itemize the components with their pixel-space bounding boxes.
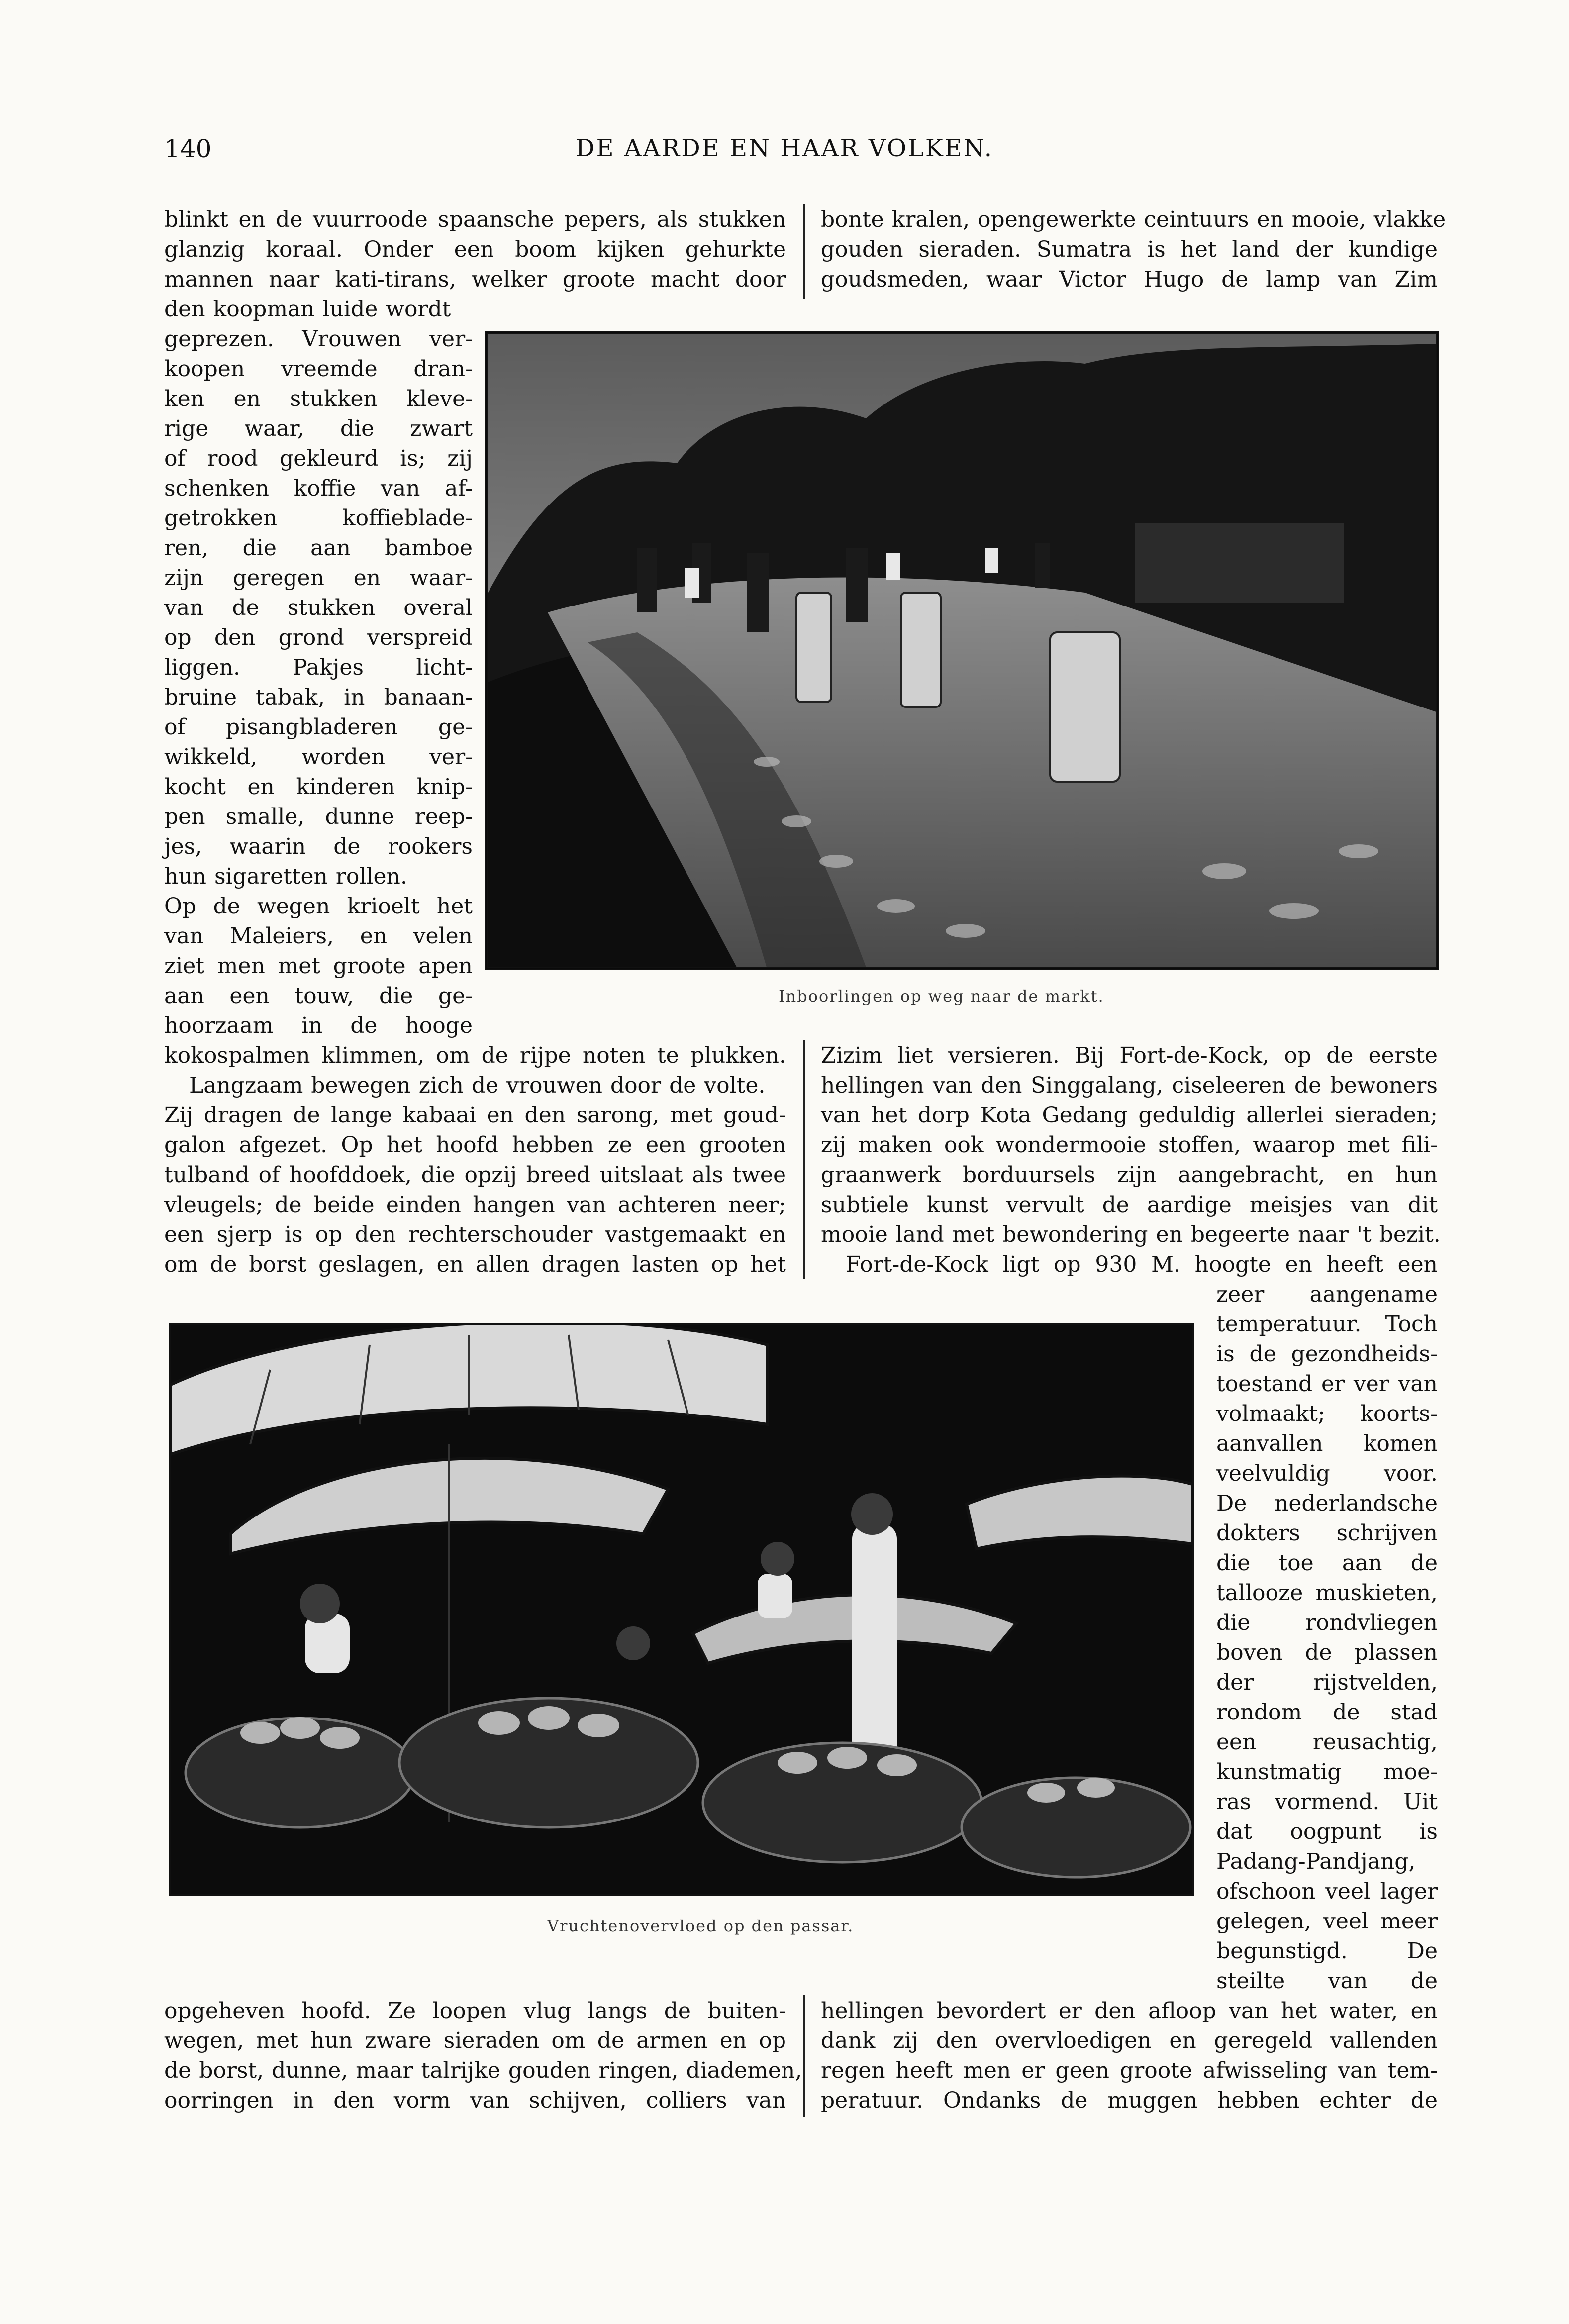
paragraph-climate-narrow (1216, 1280, 1438, 1996)
text-line: om de borst geslagen, en allen dragen lasten op het (164, 1252, 786, 1277)
text-line: goudsmeden, waar Victor Hugo de lamp van Zim (821, 267, 1438, 292)
text-line: opgeheven hoofd. Ze loopen vlug langs de buiten- (164, 1998, 786, 2023)
text-line: temperatuur. Toch (1216, 1312, 1438, 1337)
text-line: van de stukken overal (164, 595, 473, 620)
column-divider-bottom (803, 1995, 805, 2117)
text-line: aanvallen komen (1216, 1431, 1438, 1456)
text-line: bonte kralen, opengewerkte ceintuurs en mooie, vlakke (821, 207, 1446, 232)
text-line: getrokken koffiebladе- (164, 505, 473, 531)
text-line: volmaakt; koorts- (1216, 1401, 1438, 1426)
text-line: ken en stukken kleve- (164, 386, 473, 411)
figure-market-road (485, 331, 1439, 1008)
text-line: geprezen. Vrouwen ver- (164, 326, 473, 352)
text-line: liggen. Pakjes licht- (164, 655, 473, 680)
text-line: kocht en kinderen knip- (164, 774, 473, 800)
text-line: Zizim liet versieren. Bij Fort-de-Kock, op de eerste (821, 1043, 1438, 1068)
text-line: dank zij den overvloedigen en geregeld vallenden (821, 2028, 1438, 2053)
text-line: De nederlandsche (1216, 1491, 1438, 1516)
text-line: schenken koffie van af- (164, 476, 473, 501)
text-line: kunstmatig moe- (1216, 1759, 1438, 1785)
text-line: op den grond verspreid (164, 625, 473, 650)
text-line: wegen, met hun zware sieraden om de armen en op (164, 2028, 786, 2053)
text-line: zeer aangename (1216, 1282, 1438, 1307)
text-line: gouden sieraden. Sumatra is het land der kundige (821, 237, 1438, 262)
paragraph-sellers-narrow (164, 324, 473, 1041)
text-line: die toe aan de (1216, 1550, 1438, 1576)
text-line: rondom de stad (1216, 1700, 1438, 1725)
text-line: galon afgezet. Op het hoofd hebben ze een grooten (164, 1132, 786, 1158)
text-line: aan een touw, die ge- (164, 983, 473, 1009)
figure-caption-fruit-market: Vruchtenovervloed op den passar. (547, 1917, 854, 1935)
text-line: toestand er ver van (1216, 1371, 1438, 1397)
text-line: van Maleiers, en velen (164, 923, 473, 949)
text-line: of rood gekleurd is; zij (164, 446, 473, 471)
text-line: zij maken ook wondermooie stoffen, waarop met fili- (821, 1132, 1438, 1158)
text-line: zijn geregen en waar- (164, 565, 473, 591)
text-line: boven de plassen (1216, 1640, 1438, 1665)
text-line: mooie land met bewondering en begeerte naar 't bezit. (821, 1222, 1441, 1247)
text-line: hellingen van den Singgalang, ciseleeren de bewoners (821, 1073, 1438, 1098)
text-line: jes, waarin de rookers (164, 834, 473, 859)
paragraph-jewellery (821, 205, 1446, 295)
text-line: die rondvliegen (1216, 1610, 1438, 1635)
text-line: kokospalmen klimmen, om de rijpe noten te plukken. (164, 1043, 786, 1068)
text-line: Zij dragen de lange kabaai en den sarong, met goud- (164, 1103, 786, 1128)
text-line: pen smalle, dunne reep- (164, 804, 473, 829)
text-line: glanzig koraal. Onder een boom kijken gehurkte (164, 237, 786, 262)
text-line: gelegen, veel meer (1216, 1909, 1438, 1934)
paragraph-market-intro (164, 205, 786, 324)
road-scene-illustration (488, 334, 1436, 967)
text-line: tulband of hoofddoek, die opzij breed uitslaat als twee (164, 1162, 786, 1188)
text-line: peratuur. Ondanks de muggen hebben echter de (821, 2088, 1438, 2113)
text-line: subtiele kunst vervult de aardige meisjes van dit (821, 1192, 1438, 1217)
text-line: hoorzaam in de hooge (164, 1013, 473, 1038)
text-line: oorringen in den vorm van schijven, colliers van (164, 2088, 786, 2113)
text-line: Op de wegen krioelt het (164, 894, 473, 919)
text-line: veelvuldig voor. (1216, 1461, 1438, 1486)
text-line: de borst, dunne, maar talrijke gouden ringen, diademen, (164, 2058, 802, 2083)
text-line: regen heeft men er geen groote afwisseling van tem- (821, 2058, 1438, 2083)
photo-market-road (485, 331, 1439, 970)
column-divider-top (803, 204, 805, 299)
text-line: blinkt en de vuurroode spaansche pepers, als stukken (164, 207, 786, 232)
text-line: ofschoon veel lager (1216, 1879, 1438, 1904)
column-divider-middle (803, 1040, 805, 1279)
text-line: den koopman luide wordt (164, 297, 451, 322)
photo-fruit-market (169, 1323, 1194, 1896)
text-line: een sjerp is op den rechterschouder vastgemaakt en (164, 1222, 786, 1247)
text-line: wikkeld, worden ver- (164, 744, 473, 770)
paragraph-walking (164, 1996, 802, 2116)
text-line: bruine tabak, in banaan- (164, 685, 473, 710)
text-line: vleugels; de beide einden hangen van achteren neer; (164, 1192, 786, 1217)
text-line: is de gezondheids- (1216, 1341, 1438, 1367)
text-line: Padang-Pandjang, (1216, 1849, 1416, 1874)
text-line: der rijstvelden, (1216, 1670, 1438, 1695)
figure-fruit-market (169, 1323, 1206, 1985)
paragraph-fort-de-kock (821, 1041, 1441, 1280)
text-line: rige waar, die zwart (164, 416, 473, 441)
paragraph-women-dress (164, 1041, 786, 1280)
text-line: Fort-de-Kock ligt op 930 M. hoogte en heeft een (846, 1252, 1438, 1277)
text-line: mannen naar kati-tirans, welker groote macht door (164, 267, 786, 292)
text-line: dokters schrijven (1216, 1520, 1438, 1546)
figure-caption-market-road: Inboorlingen op weg naar de markt. (779, 987, 1104, 1006)
running-title: DE AARDE EN HAAR VOLKEN. (575, 134, 994, 162)
text-line: begunstigd. De (1216, 1938, 1438, 1964)
text-line: ras vormend. Uit (1216, 1789, 1438, 1815)
text-line: Langzaam bewegen zich de vrouwen door de volte. (189, 1073, 766, 1098)
market-scene-illustration (171, 1325, 1192, 1894)
text-line: graanwerk borduursels zijn aangebracht, en hun (821, 1162, 1438, 1188)
text-line: ziet men met groote apen (164, 953, 473, 979)
page-number: 140 (164, 134, 212, 163)
text-line: of pisangbladeren ge- (164, 714, 473, 740)
page-header (0, 134, 1569, 174)
text-line: een reusachtig, (1216, 1729, 1438, 1755)
text-line: koopen vreemde dran- (164, 356, 473, 382)
text-line: ren, die aan bamboe (164, 535, 473, 561)
text-line: van het dorp Kota Gedang geduldig allerlei sieraden; (821, 1103, 1438, 1128)
text-line: hun sigaretten rollen. (164, 864, 407, 889)
text-line: steilte van de (1216, 1968, 1438, 1994)
paragraph-slopes (821, 1996, 1438, 2116)
text-line: dat oogpunt is (1216, 1819, 1438, 1844)
text-line: tallooze muskieten, (1216, 1580, 1438, 1606)
text-line: hellingen bevordert er den afloop van het water, en (821, 1998, 1438, 2023)
